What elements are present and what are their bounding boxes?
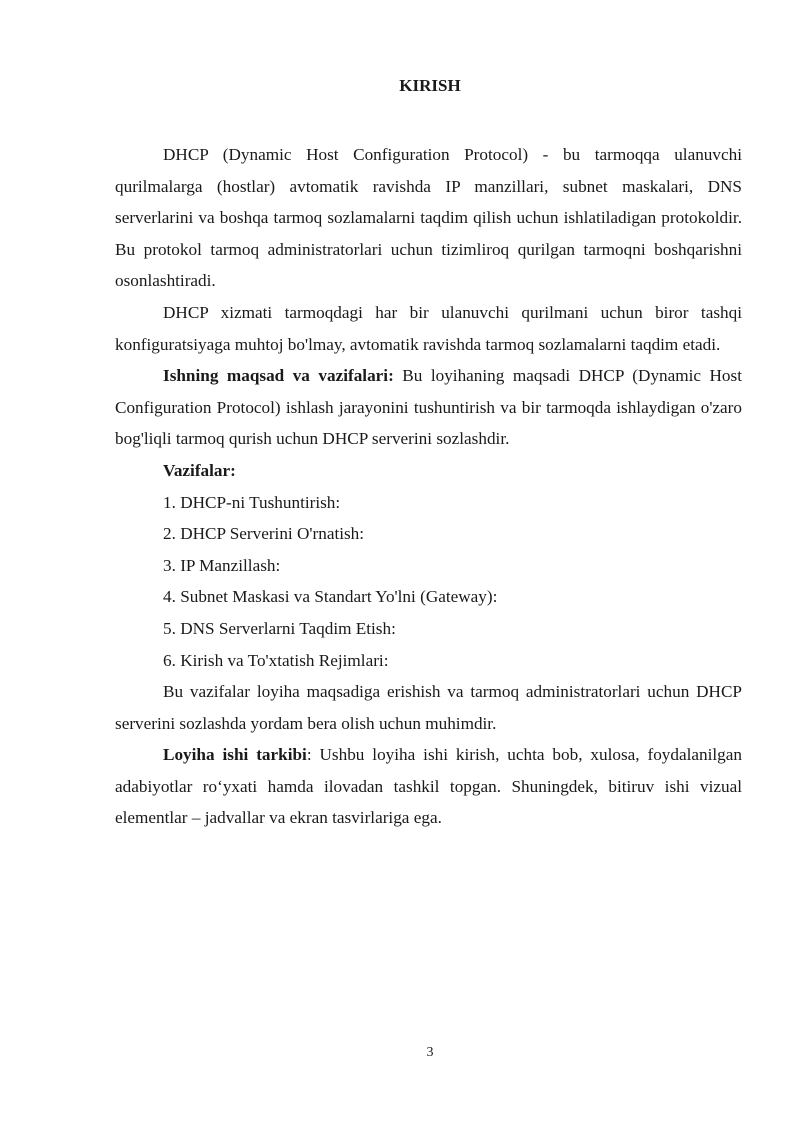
goals-label: Ishning maqsad va vazifalari:	[163, 366, 394, 386]
structure-text: : Ushbu loyiha ishi kirish, uchta bob, xulosa, foydalanilgan adabiyotlar ro‘yxati hamda ilovadan tashkil topgan. Shuningdek, bitiruv ishi vizual elementlar – jadvallar va ekran tasvirlariga ega.	[115, 745, 742, 828]
task-item: 6. Kirish va To'xtatish Rejimlari:	[163, 650, 389, 670]
structure-label: Loyiha ishi tarkibi	[163, 745, 307, 765]
paragraph-structure	[115, 739, 742, 834]
goals-text: Bu loyihaning maqsadi DHCP (Dynamic Host Configuration Protocol) ishlash jarayonini tushuntirish va bir tarmoqda ishlaydigan o'zaro bog'liqli tarmoq qurish uchun DHCP serverini sozlashdir.	[115, 366, 742, 449]
task-item: 4. Subnet Maskasi va Standart Yo'lni (Gateway):	[163, 587, 498, 607]
paragraph-goals	[115, 360, 742, 455]
paragraph-importance: Bu vazifalar loyiha maqsadiga erishish va tarmoq administratorlari uchun DHCP serverini sozlashda yordam bera olish uchun muhimdir.	[115, 682, 742, 733]
document-body	[115, 139, 742, 834]
tasks-heading: Vazifalar:	[163, 460, 236, 480]
task-item: 2. DHCP Serverini O'rnatish:	[163, 524, 365, 544]
task-item: 5. DNS Serverlarni Taqdim Etish:	[163, 618, 396, 638]
task-item: 1. DHCP-ni Tushuntirish:	[163, 492, 341, 512]
page-number: 3	[426, 1045, 434, 1060]
task-item: 3. IP Manzillash:	[163, 555, 281, 575]
paragraph-service: DHCP xizmati tarmoqdagi har bir ulanuvchi qurilmani uchun biror tashqi konfiguratsiyaga muhtoj bo'lmay, avtomatik ravishda tarmoq sozlamalarni taqdim etadi.	[115, 302, 742, 354]
paragraph-intro: DHCP (Dynamic Host Configuration Protocol) - bu tarmoqqa ulanuvchi qurilmalarga (hostlar) avtomatik ravishda IP manzillari, subnet maskalari, DNS serverlarini va boshqa tarmoq sozlamalarni taqdim qilish uchun ishlatiladigan protokoldir. Bu protokol tarmoq administratorlari uchun tizimliroq qurilgan tarmoqni boshqarishni osonlashtiradi.	[115, 145, 742, 291]
page-title: KIRISH	[399, 76, 461, 95]
